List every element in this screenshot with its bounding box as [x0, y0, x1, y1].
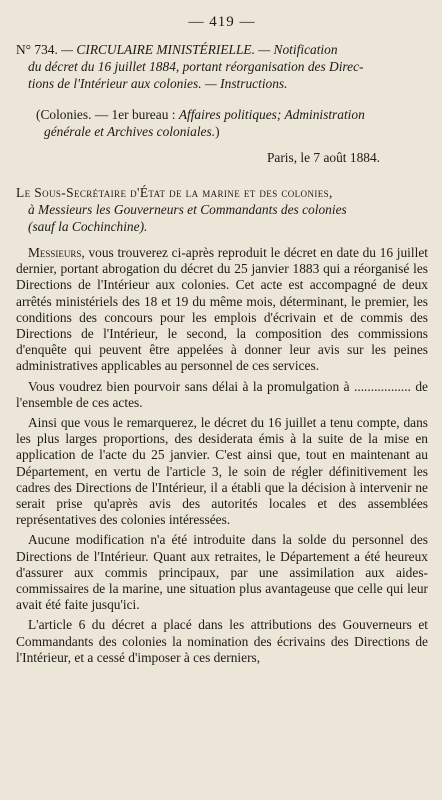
address-recipients: à Messieurs les Gouverneurs et Commandants des colonies — [28, 202, 347, 217]
paragraph-5: L'article 6 du décret a placé dans les attributions des Gouverneurs et Commandants des colonies la nomination des écrivains des Directions de l'Intérieur, et a cessé d'imposer à ces derniers, — [16, 617, 428, 665]
circular-number: N° 734. — [16, 42, 58, 57]
paragraph-1 — [16, 245, 428, 375]
bureau-subject-line-1: Affaires politiques; Administration — [178, 107, 365, 122]
salutation: Messieurs, — [28, 245, 85, 260]
paragraph-2: Vous voudrez bien pourvoir sans délai à la promulgation à ................. de l'ensemble de ces actes. — [16, 378, 428, 410]
circular-title-line-2: du décret du 16 juillet 1884, portant réorganisation des Direc- — [28, 59, 364, 74]
letter-body — [16, 245, 428, 666]
address-exception: (sauf la Cochinchine). — [28, 219, 148, 234]
bureau-subject-line-2: générale et Archives coloniales. — [44, 124, 216, 139]
bureau-suffix: ) — [215, 124, 220, 139]
dateline: Paris, le 7 août 1884. — [266, 150, 380, 165]
bureau-prefix: (Colonies. — 1er bureau : — [36, 107, 176, 122]
circular-title-line-3: tions de l'Intérieur aux colonies. — Instructions. — [28, 76, 288, 91]
address-sender: Le Sous-Secrétaire d'État de la marine et des colonies, — [16, 185, 333, 200]
circular-title-line-1: — CIRCULAIRE MINISTÉRIELLE. — Notification — [61, 42, 338, 57]
circular-header — [16, 41, 428, 92]
bureau-reference — [36, 106, 428, 140]
paragraph-3: Ainsi que vous le remarquerez, le décret du 16 juillet a tenu compte, dans les plus larges proportions, des desiderata émis à la suite de la mise en application de l'acte du 25 janvier. C'est ainsi que, tout en maintenant au Département, en vertu de l'article 3, le soin de régler définitivement les cadres des Directions de l'Intérieur, il a établi que la décision à intervenir ne serait prise qu'après avis des autorités locales et des assemblées représentatives des colonies intéressées. — [16, 415, 428, 528]
page-number: — 419 — — [188, 14, 256, 30]
address-block — [16, 184, 428, 235]
paragraph-4: Aucune modification n'a été introduite dans la solde du personnel des Directions de l'Intérieur. Quant aux retraites, le Département a été heureux d'assurer aux commis principaux, par une assimilation aux aides-commissaires de la marine, une situation plus avantageuse que celle qui leur avait été faite jusqu'ici. — [16, 532, 428, 613]
paragraph-text: vous trouverez ci-après reproduit le décret en date du 16 juillet dernier, portant abrogation du décret du 25 janvier 1883 qui a réorganisé les Directions de l'Intérieur aux colonies. Cet acte est accompagné de deux arrêtés ministériels des 18 et 19 du même mois, déterminant, le premier, les conditions des concours pour les emplois d'écrivain et de commis des Directions de l'Intérieur, le second, la composition des commissions d'enquête qui peuvent être appelées à donner leur avis sur les peines administratives applicables au personnel de ces services. — [16, 245, 428, 374]
